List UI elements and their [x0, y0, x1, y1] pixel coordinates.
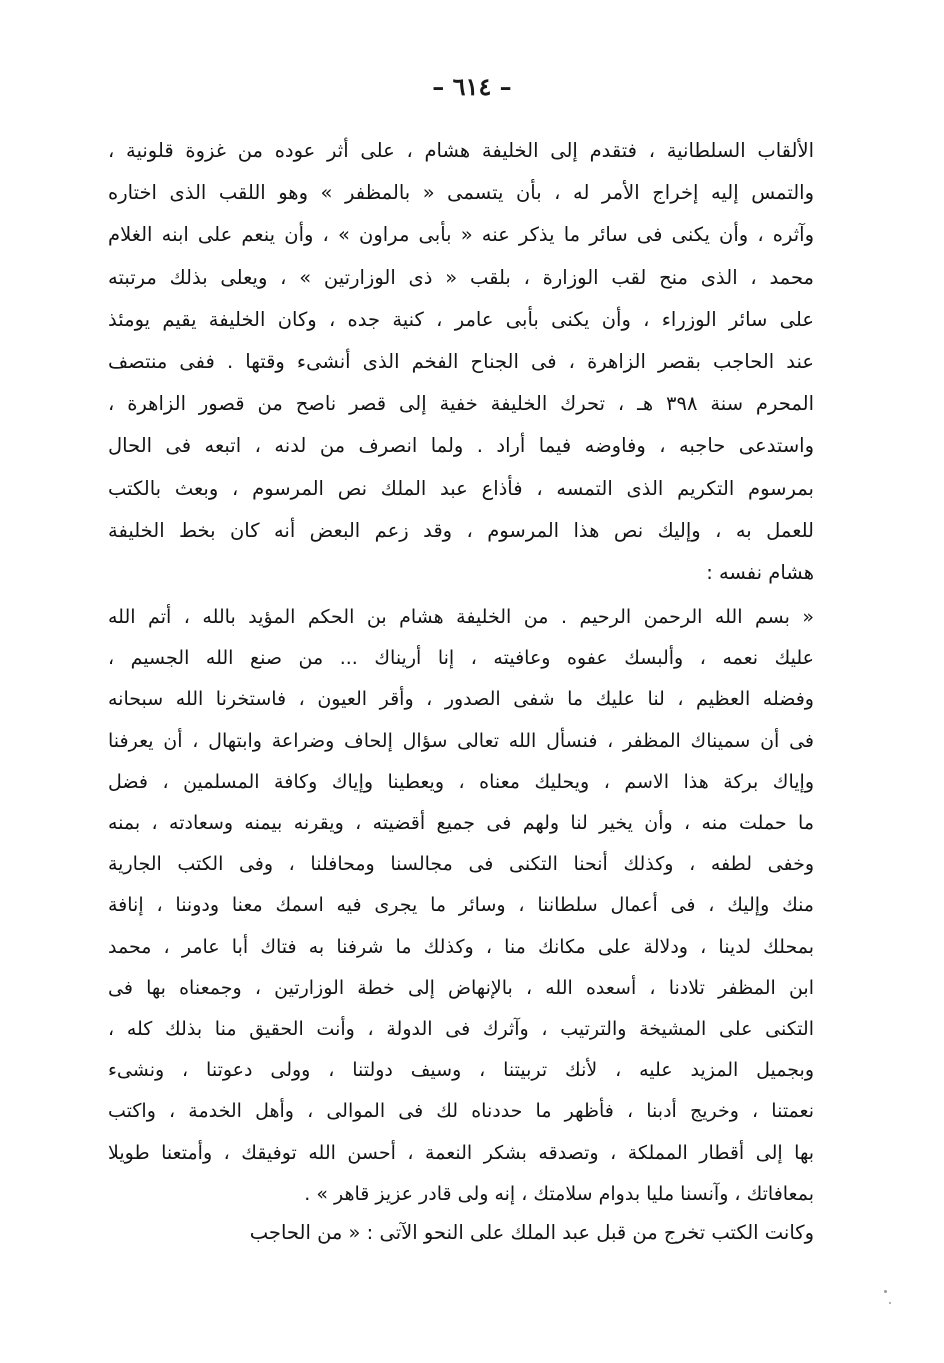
paragraph-intro: [108, 130, 814, 594]
text-line: محمد ، الذى منح لقب الوزارة ، بلقب « ذى الوزارتين » ، ويعلى بذلك مرتبته: [108, 265, 814, 289]
text-line: وفضله العظيم ، لنا عليك ما شفى الصدور ، وأقر العيون ، فاستخرنا الله سبحانه: [108, 688, 814, 711]
paper-speck: [889, 1302, 891, 1304]
text-line: بمحلك لدينا ، ودلالة على مكانك منا ، وكذلك ما شرفنا به فتاك أبا عامر ، محمد: [108, 935, 814, 958]
text-line: وبجميل المزيد عليه ، لأنك تربيتنا ، وسيف دولتنا ، وولى دعوتنا ، ونشىء: [108, 1059, 814, 1082]
text-line: الألقاب السلطانية ، فتقدم إلى الخليفة هشام ، على أثر عوده من غزوة قلونية ،: [108, 139, 814, 162]
text-line: بمعافاتك ، وآنسنا مليا بدوام سلامتك ، إنه ولى قادر عزيز قاهر » .: [304, 1182, 814, 1205]
text-line: عليك نعمه ، وألبسك عفوه وعافيته ، إنا أريناك ... من صنع الله الجسيم ،: [108, 647, 814, 670]
page-number: – ٦١٤ –: [432, 72, 512, 101]
text-line: وإياك بركة هذا الاسم ، ويحليك معناه ، ويعطينا وإياك وكافة المسلمين ، فضل: [108, 770, 814, 793]
text-line: على سائر الوزراء ، وأن يكنى بأبى عامر ، كنية جده ، وكان الخليفة يقيم يومئذ: [108, 307, 814, 331]
text-line: ابن المظفر تلادنا ، أسعده الله ، بالإنهاض إلى خطة الوزارتين ، وجمعناه بها فى: [108, 976, 814, 999]
text-line: نعمتنا ، وخريج أدبنا ، فأظهر ما حددناه لك فى الموالى ، وأهل الخدمة ، واكتب: [108, 1100, 814, 1123]
text-line: والتمس إليه إخراج الأمر له ، بأن يتسمى « بالمظفر » وهو اللقب الذى اختاره: [108, 181, 814, 205]
text-line: وخفى لطفه ، وكذلك أنحنا التكنى فى مجالسنا ومحافلنا ، وفى الكتب الجارية: [108, 853, 814, 876]
text-line: وكانت الكتب تخرج من قبل عبد الملك على النحو الآتى : « من الحاجب: [249, 1221, 814, 1244]
text-line: منك وإليك ، فى أعمال سلطاننا ، وسائر ما يجرى فيه اسمك معنا ودوننا ، إنافة: [108, 894, 814, 917]
text-line: التكنى على المشيخة والترتيب ، وآثرك فى الدولة ، وأنت الحقيق منا بذلك كله ،: [108, 1018, 814, 1041]
text-line: ما حملت منه ، وأن يخير لنا ولهم فى جميع أقضيته ، ويقرنه بيمنه وسعادته ، بمنه: [108, 812, 814, 835]
text-line: المحرم سنة ٣٩٨ هـ ، تحرك الخليفة خفية إلى قصر ناصح من قصور الزاهرة ،: [108, 392, 814, 416]
text-line: بمرسوم التكريم الذى التمسه ، فأذاع عبد الملك نص المرسوم ، وبعث بالكتب: [108, 476, 814, 500]
paper-speck: [884, 1290, 887, 1293]
text-line: بها إلى أقطار المملكة ، وتصدقه بشكر النعمة ، أحسن الله توفيقك ، وأمتعنا طويلا: [108, 1141, 814, 1164]
text-line: عند الحاجب بقصر الزاهرة ، فى الجناح الفخم الذى أنشىء وقتها . ففى منتصف: [108, 350, 814, 374]
text-line: « بسم الله الرحمن الرحيم . من الخليفة هشام بن الحكم المؤيد بالله ، أتم الله: [108, 606, 814, 628]
text-line: للعمل به ، وإليك نص هذا المرسوم ، وقد زعم البعض أنه كان بخط الخليفة: [108, 518, 814, 542]
paragraph-decree: [108, 597, 814, 1215]
text-line: وآثره ، وأن يكنى فى سائر ما يذكر عنه « بأبى مراون » ، وأن ينعم على ابنه الغلام: [108, 223, 814, 247]
text-line: فى أن سميناك المظفر ، فنسأل الله تعالى سؤال إلحاف وضراعة وابتهال ، أن يعرفنا: [108, 729, 814, 752]
paragraph-closing: [108, 1213, 814, 1253]
text-line: واستدعى حاجبه ، وفاوضه فيما أراد . ولما انصرف من لدنه ، اتبعه فى الحال: [108, 434, 814, 458]
text-line: هشام نفسه :: [706, 561, 814, 585]
